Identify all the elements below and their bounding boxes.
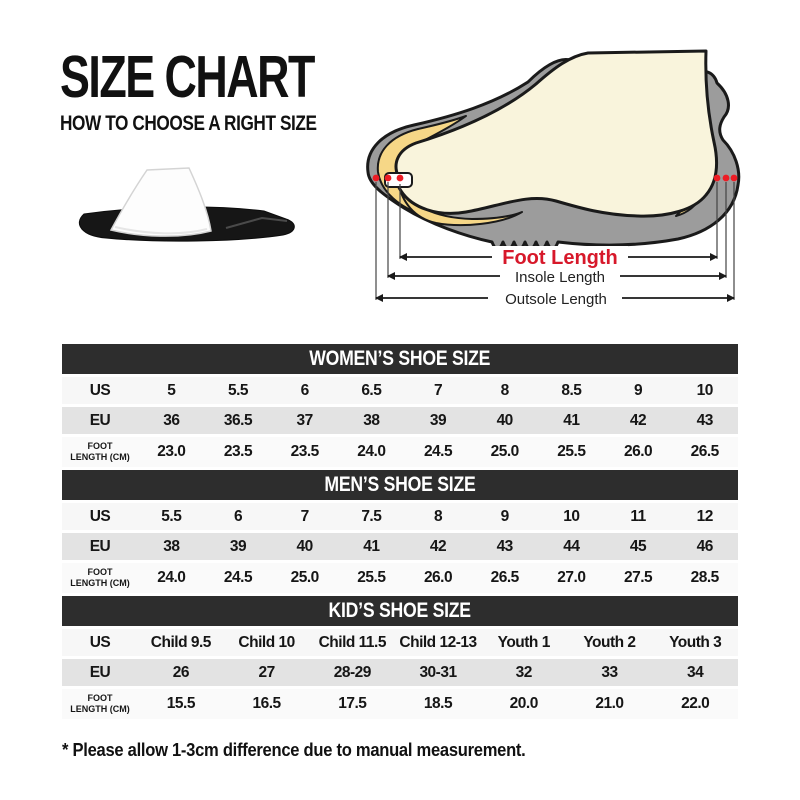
table-header-bar <box>62 470 738 500</box>
outsole-length-label: Outsole Length <box>505 291 607 308</box>
size-value: 10 <box>696 381 713 399</box>
size-value: 34 <box>687 663 704 681</box>
size-value: 32 <box>515 663 532 681</box>
table-row <box>62 407 738 434</box>
measurement-footnote: * Please allow 1-3cm difference due to manual measurement. <box>62 740 526 760</box>
size-value: 10 <box>563 507 580 525</box>
size-value: 27.0 <box>557 569 586 586</box>
size-value: 42 <box>429 537 447 555</box>
size-value: 23.5 <box>223 443 253 460</box>
size-value: 41 <box>563 411 580 429</box>
size-value: 25.0 <box>290 569 319 586</box>
row-label: EU <box>89 663 111 681</box>
size-value: 5.5 <box>161 507 182 525</box>
row-label: FOOT LENGTH (CM) <box>70 567 130 588</box>
size-value: 7 <box>433 381 443 399</box>
size-value: 30-31 <box>419 663 457 681</box>
size-value: 23.5 <box>290 443 319 460</box>
size-value: 6 <box>233 507 243 525</box>
table-row <box>62 533 738 560</box>
size-value: 11 <box>630 507 646 525</box>
size-value: 26.5 <box>690 443 719 460</box>
size-value: 18.5 <box>423 695 453 712</box>
row-label: EU <box>89 411 111 429</box>
size-value: 25.5 <box>557 443 586 460</box>
table-row <box>62 629 738 656</box>
size-value: 17.5 <box>338 695 367 712</box>
size-value: 24.0 <box>357 443 386 460</box>
size-value: Child 10 <box>238 633 295 651</box>
row-label: EU <box>89 537 111 555</box>
size-value: 25.0 <box>490 443 519 460</box>
size-value: 21.0 <box>595 695 624 712</box>
size-value: 15.5 <box>166 695 195 712</box>
size-value: 40 <box>296 537 313 555</box>
size-value: 28.5 <box>690 569 719 586</box>
size-value: 7 <box>300 507 309 525</box>
size-value: 27 <box>258 663 275 681</box>
size-value: 8 <box>500 381 509 399</box>
size-value: 12 <box>696 507 713 525</box>
size-value: 25.5 <box>357 569 386 586</box>
row-label: US <box>89 507 111 525</box>
size-tables <box>62 344 738 722</box>
size-value: 5.5 <box>227 381 249 399</box>
size-value: Youth 1 <box>497 633 550 651</box>
table-row <box>62 377 738 404</box>
size-value: Youth 2 <box>583 633 636 651</box>
size-value: 28-29 <box>333 663 371 681</box>
table-rows <box>62 503 738 593</box>
foot-measurement-diagram <box>352 22 762 314</box>
size-value: 20.0 <box>509 695 538 712</box>
size-value: 8 <box>433 507 443 525</box>
page-title: SIZE CHART <box>60 44 314 110</box>
size-value: 43 <box>496 537 513 555</box>
page-subtitle: HOW TO CHOOSE A RIGHT SIZE <box>60 112 317 136</box>
table-row <box>62 689 738 719</box>
size-value: 41 <box>363 537 380 555</box>
size-value: 38 <box>163 537 180 555</box>
size-value: 5 <box>167 381 176 399</box>
size-value: 40 <box>496 411 513 429</box>
size-value: 26 <box>172 663 189 681</box>
table-title: MEN’S SHOE SIZE <box>324 473 476 496</box>
table-rows <box>62 629 738 719</box>
size-value: 24.5 <box>423 443 453 460</box>
size-value: 27.5 <box>623 569 653 586</box>
mens-size-table <box>62 470 738 593</box>
table-row <box>62 563 738 593</box>
foot-outline <box>396 51 717 216</box>
size-value: 43 <box>696 411 713 429</box>
table-row <box>62 659 738 686</box>
size-value: Child 9.5 <box>150 633 211 651</box>
size-value: 36 <box>163 411 180 429</box>
slide-sandal-image <box>40 148 320 293</box>
row-label: FOOT LENGTH (CM) <box>70 693 130 714</box>
insole-length-label: Insole Length <box>514 269 606 286</box>
size-value: 42 <box>629 411 647 429</box>
size-value: 26.0 <box>423 569 453 586</box>
size-value: Child 11.5 <box>318 633 386 651</box>
sandal-strap <box>111 168 211 236</box>
size-value: 45 <box>629 537 647 555</box>
size-value: 26.5 <box>490 569 519 586</box>
table-header-bar <box>62 344 738 374</box>
size-value: 39 <box>429 411 447 429</box>
row-label: FOOT LENGTH (CM) <box>70 441 130 462</box>
kids-size-table <box>62 596 738 719</box>
size-value: 16.5 <box>252 695 281 712</box>
womens-size-table <box>62 344 738 467</box>
size-value: 26.0 <box>623 443 653 460</box>
size-value: Child 12-13 <box>399 633 477 651</box>
size-value: 38 <box>363 411 380 429</box>
size-value: 9 <box>633 381 643 399</box>
table-row <box>62 503 738 530</box>
table-title: WOMEN’S SHOE SIZE <box>309 347 491 370</box>
foot-length-label: Foot Length <box>502 247 618 269</box>
size-value: 7.5 <box>361 507 382 525</box>
table-rows <box>62 377 738 467</box>
size-value: 9 <box>500 507 509 525</box>
size-value: 37 <box>296 411 313 429</box>
size-value: 8.5 <box>561 381 582 399</box>
size-value: Youth 3 <box>669 633 722 651</box>
table-header-bar <box>62 596 738 626</box>
size-value: 46 <box>696 537 713 555</box>
size-value: 44 <box>563 537 580 555</box>
size-value: 39 <box>229 537 247 555</box>
size-value: 23.0 <box>157 443 186 460</box>
table-row <box>62 437 738 467</box>
size-value: 24.5 <box>223 569 253 586</box>
row-label: US <box>89 633 111 651</box>
row-label: US <box>89 381 111 399</box>
size-value: 6.5 <box>361 381 382 399</box>
size-value: 6 <box>300 381 309 399</box>
size-value: 24.0 <box>157 569 186 586</box>
title-block <box>60 44 380 136</box>
table-title: KID’S SHOE SIZE <box>328 599 472 622</box>
size-value: 36.5 <box>223 411 253 429</box>
size-value: 33 <box>601 663 618 681</box>
size-value: 22.0 <box>681 695 710 712</box>
